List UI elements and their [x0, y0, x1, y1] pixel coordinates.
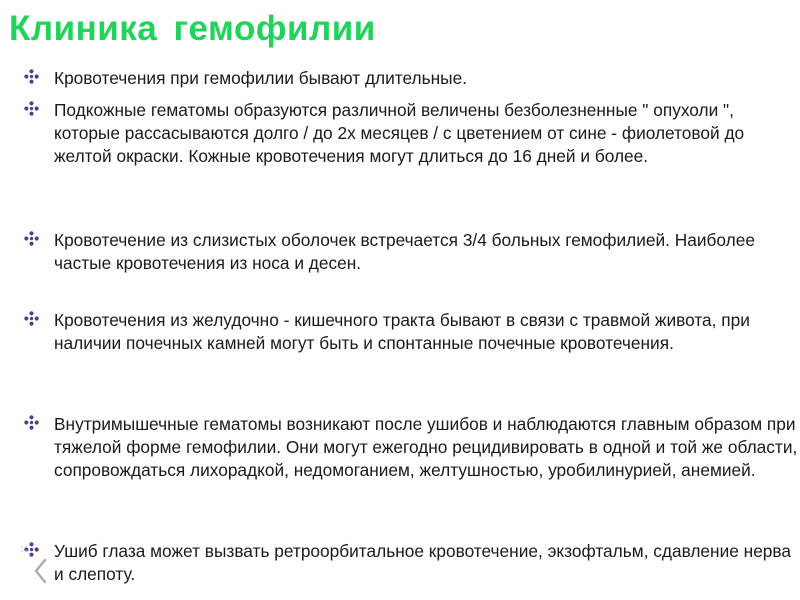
bullet-text: Подкожные гематомы образуются различной величены безболезненные " опухоли ", которые рассасываются долго / до 2х месяцев / с цветением от сине - фиолетовой до желтой окраски. Кожные кровотечения могут длиться до 16 дней и более. — [54, 100, 745, 166]
bullet-text: Кровотечения из желудочно - кишечного тракта бывают в связи с травмой живота, при наличии почечных камней могут быть и спонтанные почечные кровотечения. — [54, 310, 750, 353]
diamond-dots-icon — [24, 231, 39, 246]
diamond-dots-icon — [24, 311, 39, 326]
nav-dots-icon — [20, 544, 28, 554]
chevron-left-icon[interactable] — [33, 558, 47, 584]
bullet-text: Внутримышечные гематомы возникают после ушибов и наблюдаются главным образом при тяжелой форме гемофилии. Они могут ежегодно рецидивировать в одной и той же области, сопровождаться лихорадкой, недомоганием, желтушностью, уробилинурией, анемией. — [54, 414, 798, 480]
bullet-text: Ушиб глаза может вызвать ретроорбитальное кровотечение, экзофтальм, сдавление нерва и слепоту. — [54, 541, 792, 584]
diamond-dots-icon — [24, 415, 39, 430]
bullet-text: Кровотечения при гемофилии бывают длительные. — [54, 68, 468, 88]
diamond-dots-icon — [24, 101, 39, 116]
slide-title: Клиника гемофилии — [9, 9, 376, 48]
diamond-dots-icon — [24, 69, 39, 84]
bullet-text: Кровотечение из слизистых оболочек встречается 3/4 больных гемофилией. Наиболее частые кровотечения из носа и десен. — [54, 230, 755, 273]
